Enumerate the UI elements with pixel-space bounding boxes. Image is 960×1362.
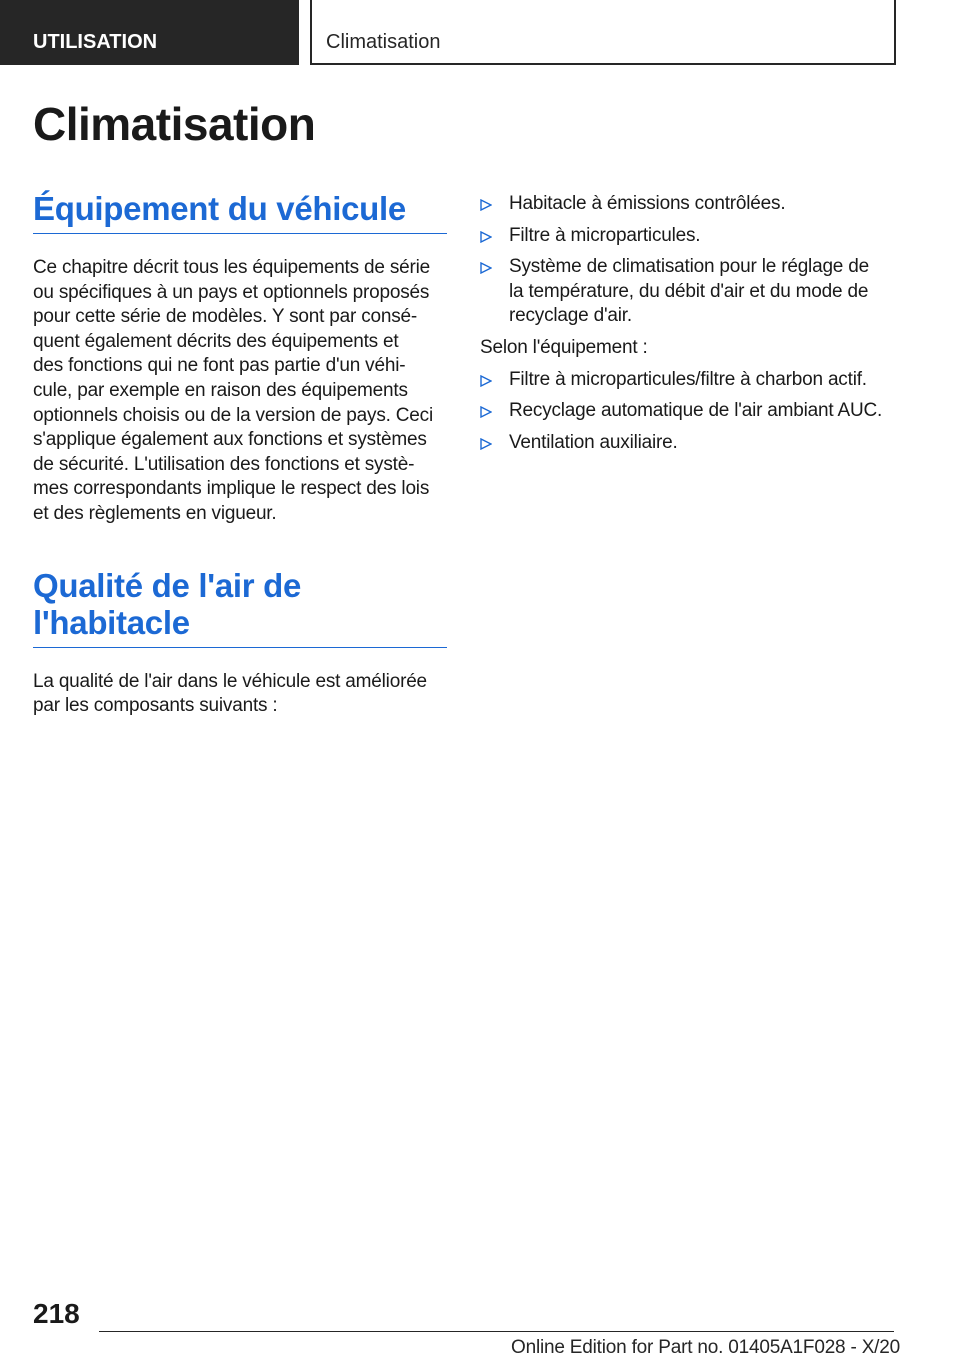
air-quality-paragraph [33,670,447,719]
list-item [480,192,900,217]
components-list [480,192,900,329]
text-line: des fonctions qui ne font pas partie d'un véhi- [33,355,406,377]
triangle-bullet-icon [480,438,492,450]
list-item [480,399,900,424]
list-item [480,224,900,249]
triangle-bullet-icon [480,231,492,243]
heading-line: Qualité de l'air de [33,566,302,604]
list-item-text: Filtre à microparticules/filtre à charbon actif. [509,368,867,390]
list-item [480,431,900,456]
triangle-bullet-icon [480,375,492,387]
text-line: par les composants suivants : [33,695,278,717]
list-item-text: Habitacle à émissions contrôlées. [509,193,786,214]
list-item [480,368,900,393]
triangle-bullet-icon [480,199,492,211]
page-number: 218 [33,1298,80,1329]
text-line: cule, par exemple en raison des équipements [33,379,408,401]
section-heading-air-quality [33,567,447,648]
list-item-text: Recyclage automatique de l'air ambiant AUC. [509,400,883,422]
footer-divider [99,1331,894,1332]
heading-line: l'habitacle [33,603,190,641]
list-item-text: la température, du débit d'air et du mode de [509,280,869,302]
text-line: ou spécifiques à un pays et optionnels proposés [33,281,430,303]
list-item [480,255,900,329]
header-section-tab [0,0,299,65]
optional-equipment-intro: Selon l'équipement : [480,336,648,358]
header-section-label: UTILISATION [33,31,158,53]
footer-edition-text: Online Edition for Part no. 01405A1F028 - X/20 [511,1337,900,1358]
list-item-text: recyclage d'air. [509,305,632,327]
text-line: de sécurité. L'utilisation des fonctions et systè- [33,453,415,475]
list-item-text: Ventilation auxiliaire. [509,431,678,453]
section-heading-equipment: Équipement du véhicule [33,190,447,234]
left-column [33,190,447,719]
text-line: mes correspondants implique le respect des lois [33,478,430,500]
text-line: La qualité de l'air dans le véhicule est améliorée [33,670,427,692]
text-line: s'applique également aux fonctions et systèmes [33,429,427,451]
header-chapter-label: Climatisation [326,31,441,53]
text-line: optionnels choisis ou de la version de pays. Ceci [33,404,433,426]
list-item-text: Système de climatisation pour le réglage de [509,256,869,278]
list-item-text: Filtre à microparticules. [509,224,701,246]
equipment-paragraph [33,256,447,527]
right-column [480,192,900,462]
triangle-bullet-icon [480,262,492,274]
page-title: Climatisation [33,98,316,150]
optional-components-list [480,368,900,456]
header-chapter-tab [310,0,896,65]
text-line: pour cette série de modèles. Y sont par consé- [33,306,418,328]
text-line: quent également décrits des équipements et [33,330,399,352]
triangle-bullet-icon [480,406,492,418]
text-line: Ce chapitre décrit tous les équipements de série [33,257,431,278]
text-line: et des règlements en vigueur. [33,502,277,524]
